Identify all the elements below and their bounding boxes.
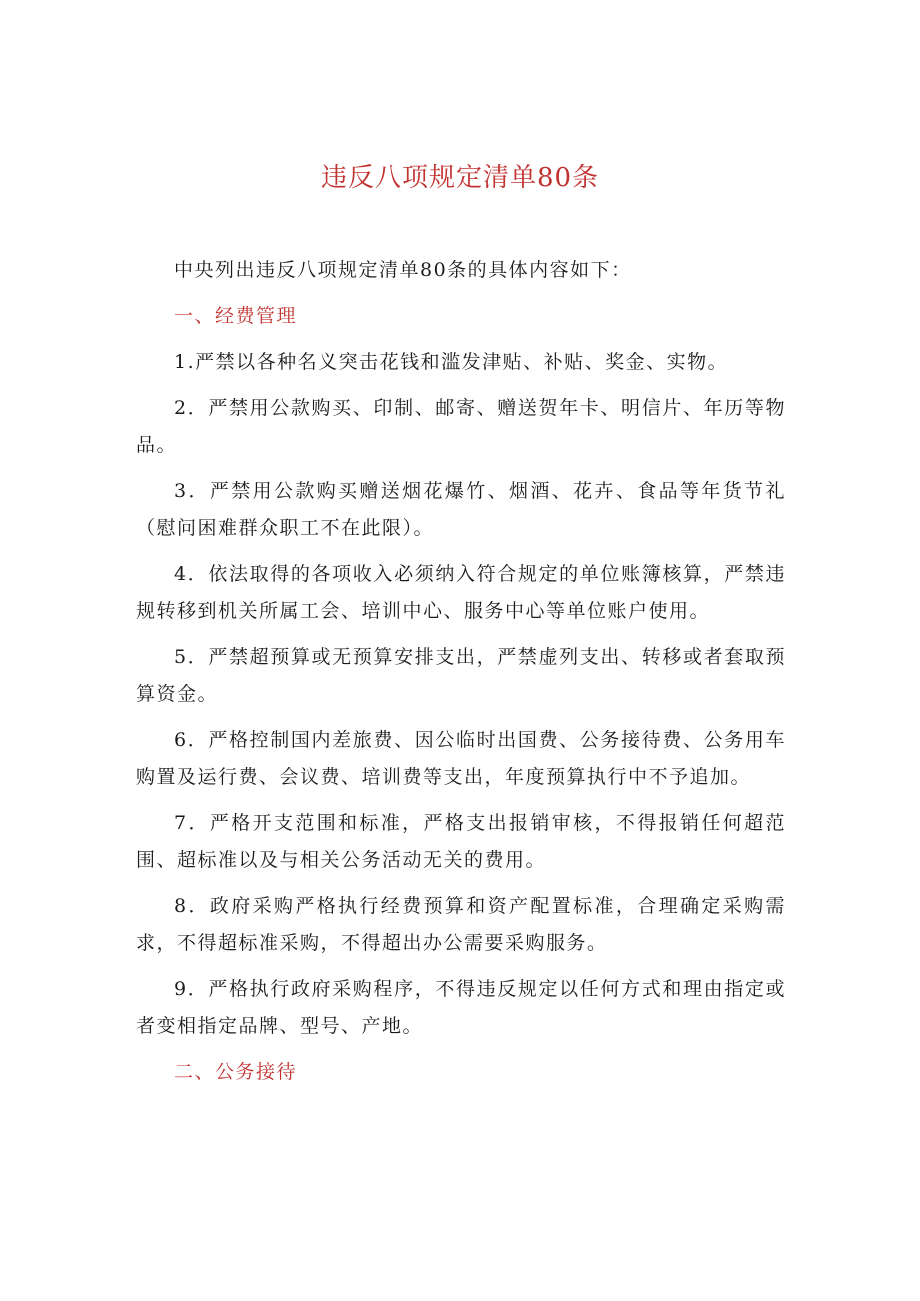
list-item: 2．严禁用公款购买、印制、邮寄、赠送贺年卡、明信片、年历等物品。 xyxy=(136,397,786,456)
list-item: 8．政府采购严格执行经费预算和资产配置标准，合理确定采购需求，不得超标准采购，不得超出办公需要采购服务。 xyxy=(136,895,786,954)
intro-paragraph: 中央列出违反八项规定清单80条的具体内容如下： xyxy=(174,259,632,281)
list-item: 6．严格控制国内差旅费、因公临时出国费、公务接待费、公务用车购置及运行费、会议费、培训费等支出，年度预算执行中不予追加。 xyxy=(136,729,786,788)
list-item: 1.严禁以各种名义突击花钱和滥发津贴、补贴、奖金、实物。 xyxy=(174,351,729,373)
list-item: 9．严格执行政府采购程序，不得违反规定以任何方式和理由指定或者变相指定品牌、型号、产地。 xyxy=(136,978,786,1037)
list-item: 7．严格开支范围和标准，严格支出报销审核，不得报销任何超范围、超标准以及与相关公务活动无关的费用。 xyxy=(136,812,786,871)
list-item: 3．严禁用公款购买赠送烟花爆竹、烟酒、花卉、食品等年货节礼（慰问困难群众职工不在此限）。 xyxy=(136,480,786,539)
list-item: 4．依法取得的各项收入必须纳入符合规定的单位账簿核算，严禁违规转移到机关所属工会、培训中心、服务中心等单位账户使用。 xyxy=(136,563,786,622)
list-item: 5．严禁超预算或无预算安排支出，严禁虚列支出、转移或者套取预算资金。 xyxy=(136,646,786,705)
section-heading-funding: 一、经费管理 xyxy=(174,305,298,327)
section-heading-reception: 二、公务接待 xyxy=(174,1061,298,1083)
document-title: 违反八项规定清单80条 xyxy=(320,163,600,193)
document-body xyxy=(136,252,786,1100)
